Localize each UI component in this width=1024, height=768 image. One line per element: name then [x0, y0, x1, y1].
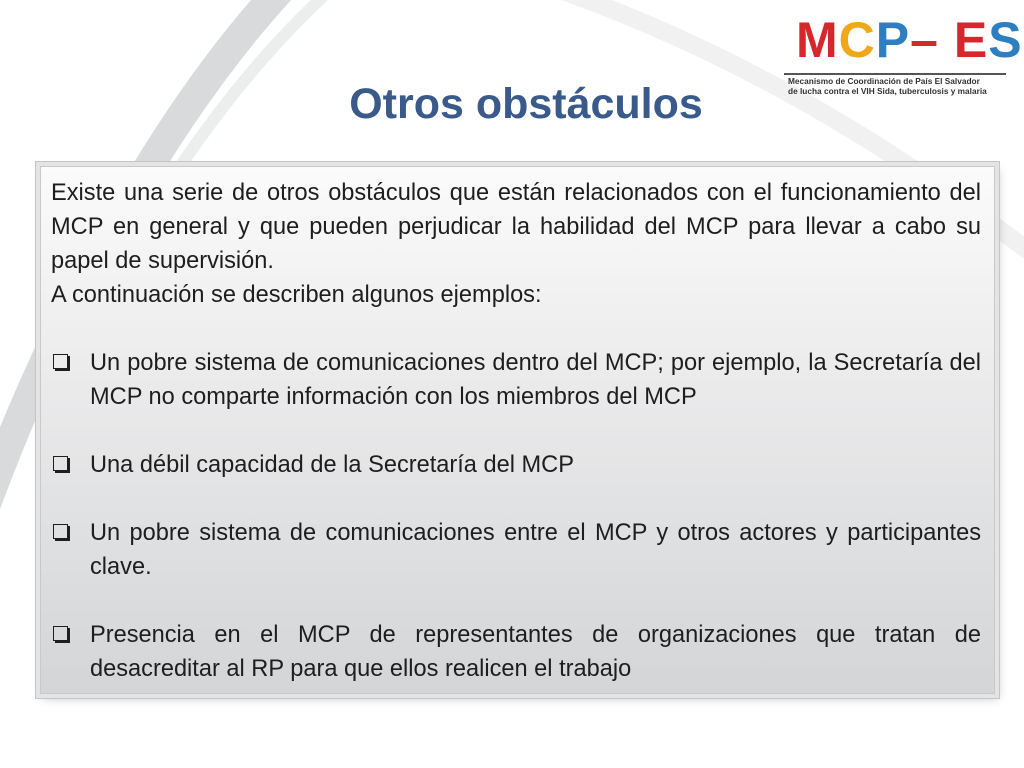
logo-subtitle-line-2: de lucha contra el VIH Sida, tuberculosis y malaria [788, 86, 987, 96]
mcp-es-logo [784, 12, 1023, 96]
logo-letter-m: M [796, 12, 839, 68]
list-item-text: Un pobre sistema de comunicaciones entre el MCP y otros actores y participantes clave. [90, 520, 981, 580]
list-item [51, 346, 981, 414]
logo-subtitle-line-1: Mecanismo de Coordinación de País El Salvador [788, 76, 980, 86]
content-box [40, 166, 995, 694]
logo-dash: – [910, 12, 939, 68]
intro-paragraph: Existe una serie de otros obstáculos que están relacionados con el funcionamiento del MCP en general y que pueden perjudicar la habilidad del MCP para llevar a cabo su papel de supervisión. [51, 180, 981, 274]
checkbox-icon [53, 626, 68, 641]
list-item-text: Un pobre sistema de comunicaciones dentro del MCP; por ejemplo, la Secretaría del MCP no comparte información con los miembros del MCP [90, 350, 981, 410]
list-item [51, 448, 981, 482]
checkbox-icon [53, 354, 68, 369]
obstacles-list [51, 346, 981, 686]
list-item [51, 516, 981, 584]
logo-letter-s: S [988, 12, 1023, 68]
logo-letter-e: E [953, 12, 989, 68]
list-item-text: Presencia en el MCP de representantes de organizaciones que tratan de desacreditar al RP para que ellos realicen el trabajo [90, 622, 981, 682]
logo-letter-c: C [838, 12, 876, 68]
list-item-text: Una débil capacidad de la Secretaría del MCP [90, 452, 574, 478]
logo-letter-p: P [875, 12, 911, 68]
intro-paragraph: A continuación se describen algunos ejemplos: [51, 282, 542, 308]
list-item [51, 618, 981, 686]
slide-title: Otros obstáculos [349, 80, 703, 128]
logo-divider [784, 73, 1006, 75]
checkbox-icon [53, 524, 68, 539]
checkbox-icon [53, 456, 68, 471]
logo-wordmark [796, 14, 1023, 66]
